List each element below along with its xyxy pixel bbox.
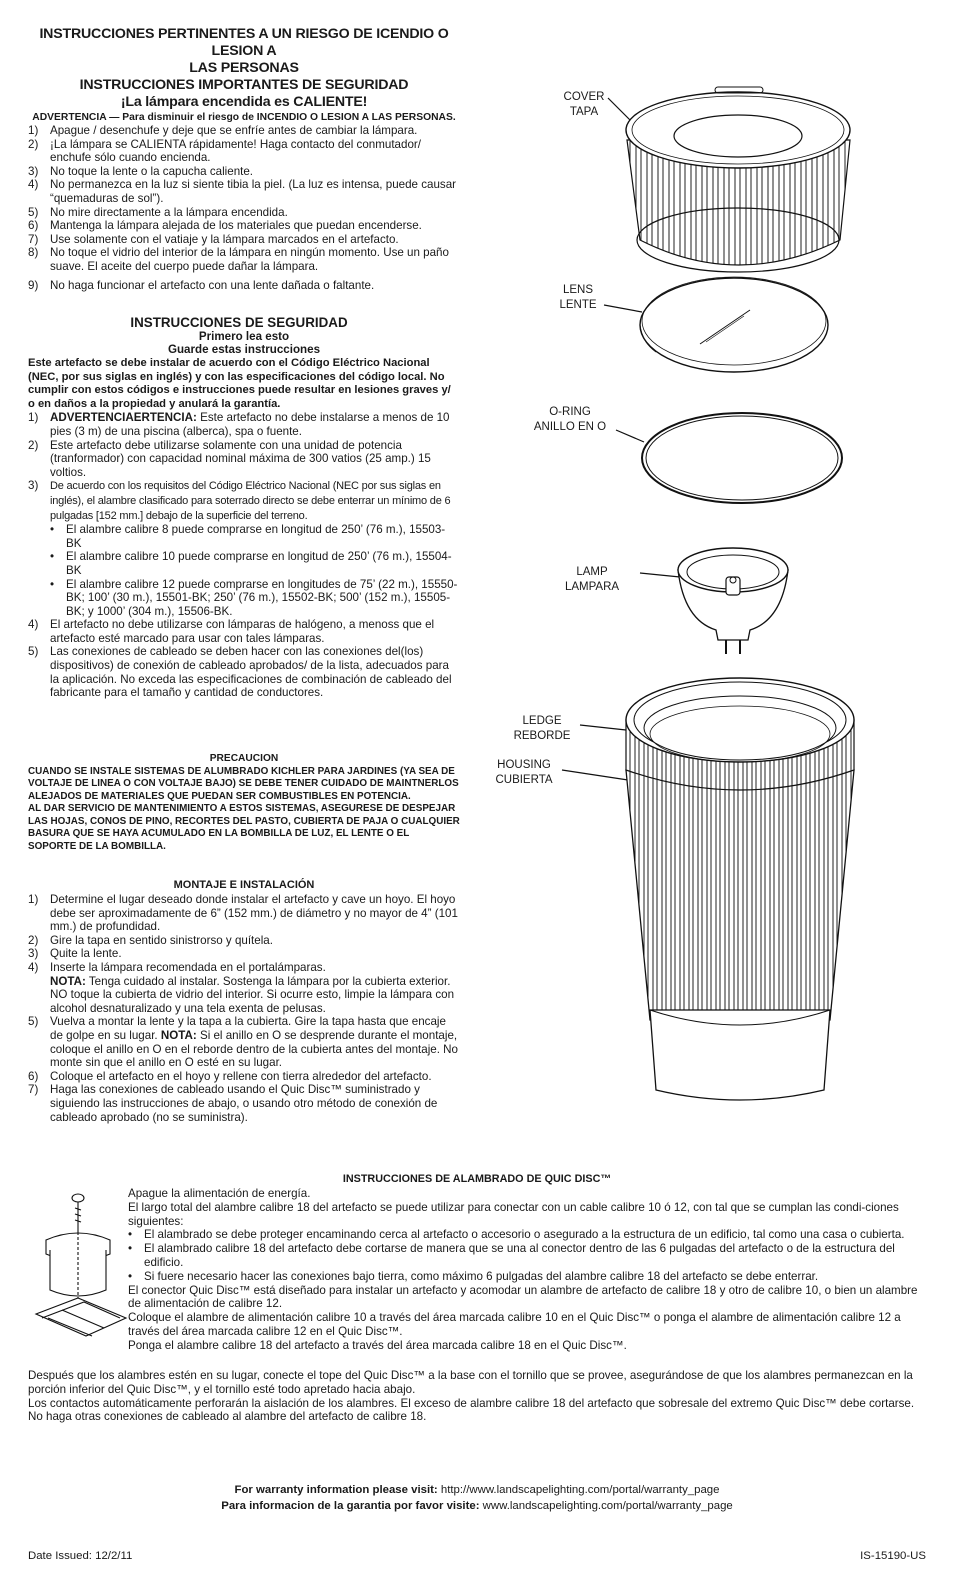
list-item: • Si fuere necesario hacer las conexiones bajo tierra, como máximo 6 pulgadas del alambre calibre 18 del artefacto se debe enterrar. — [128, 1269, 819, 1283]
safety-section — [28, 315, 460, 700]
list-item: 2) Este artefacto debe utilizarse solamente con una unidad de potencia (tranformador) con capacidad nominal máxima de 300 vatios (25 amp.) 15 voltios. — [28, 438, 431, 479]
caution-text-2: AL DAR SERVICIO DE MANTENIMIENTO A ESTOS SISTEMAS, ASEGURESE DE DESPEJAR LAS HOJAS, CONOS DE PINO, RECORTES DEL PASTO, CUBIERTA DE PAJA O CUALQUIER BASURA QUE SE HAYA ACUMULADO EN LA BOMBILLA DE LUZ, EL LENTE O EL SOPORTE DE LA BOMBILLA. — [28, 803, 460, 852]
quic-p1: Apague la alimentación de energía. — [128, 1187, 311, 1200]
list-item: 1) Determine el lugar deseado donde instalar el artefacto y cave un hoyo. El hoyo debe ser aproximadamente de 6” (152 mm.) de diámetro y no mayor de 4” (101 mm.) de profundidad. — [28, 893, 458, 934]
page-title-line1: INSTRUCCIONES PERTINENTES A UN RIESGO DE ICENDIO O LESION A — [39, 26, 449, 59]
list-item: 3) De acuerdo con los requisitos del Código Eléctrico Nacional (NEC por sus siglas en inglés), el alambre clasificado para soterrado directo se debe enterrar un mínimo de 6 pulgadas [152 mm.] debajo de la superficie del terreno. • El alambre calibre 8 puede comprarse en longitud de 250’ (76 m.), 15503-BK • El alambre calibre 10 puede comprarse en longitud de 250’ (76 m.), 15504-BK • El alambre calibre 12 puede comprarse en longitudes de 75’ (22 m.), 15550-BK; 100’ (30 m.), 15501-BK; 250’ (76 m.), 15502-BK; 500’ (152 m.), 15505-BK; y 1000’ (304 m.), 15506-BK. — [28, 479, 460, 618]
quic-p5: Ponga el alambre calibre 18 del artefacto a través del área marcada calibre 18 en el Quic Disc™. — [128, 1338, 627, 1352]
quic-disc-diagram — [28, 1190, 128, 1340]
quic-p3: El conector Quic Disc™ está diseñado para instalar un artefacto y acomodar un alambre de artefacto de calibre 18 y otro de calibre 10, o bien un alambre de alimentación de calibre 12. — [128, 1283, 918, 1311]
list-item: 4) El artefacto no debe utilizarse con lámparas de halógeno, a menoss que el artefacto esté marcado para usar con tales lámparas. — [28, 618, 435, 645]
list-item: 7) Haga las conexiones de cableado usando el Quic Disc™ suministrado y siguiendo las instrucciones de abajo, o usando otro método de conexión de cableado aprobado (no se suministra). — [28, 1083, 438, 1124]
doc-code: IS-15190-US — [860, 1550, 926, 1562]
list-item: 1) Apague / desenchufe y deje que se enfríe antes de cambiar la lámpara. — [28, 124, 418, 137]
list-item: 7) Use solamente con el vatiaje y la lámpara marcados en el artefacto. — [28, 232, 399, 246]
safety-intro: Este artefacto se debe instalar de acuerdo con el Código Eléctrico Nacional (NEC, por sus siglas en inglés) y con las especificaciones del código local. No cumplir con estos códigos e instrucciones puede resultar en lesiones graves y/ o en daños a la propiedad y anulará la garantía. — [28, 357, 451, 410]
safety-list — [28, 411, 460, 699]
warranty-en-link[interactable]: http://www.landscapelighting.com/portal/warranty_page — [437, 1484, 720, 1496]
quic-p4: Coloque el alambre de alimentación calibre 10 a través del área marcada calibre 10 en el Quic Disc™ o ponga el alambre de alimentación calibre 12 a través del área marcada calibre 12 en el Quic Disc™. — [128, 1311, 901, 1338]
list-item: • El alambrado calibre 18 del artefacto debe cortarse de manera que se una al conector dentro de las 6 pulgadas del artefacto o de la estructura del edificio. — [128, 1242, 895, 1269]
quic-p8: No haga otras conexiones de cableado al alambre del artefacto de calibre 18. — [28, 1410, 427, 1424]
lamp-part — [678, 548, 788, 654]
date-issued: Date Issued: 12/2/11 — [28, 1550, 133, 1562]
list-item: 3) Quite la lente. — [28, 947, 122, 961]
exploded-diagram — [480, 80, 940, 1150]
list-item: 2) ¡La lámpara se CALIENTA rápidamente! Haga contacto del conmutador/ enchufe sólo cuando encienda. — [28, 137, 421, 165]
list-item: 9) No haga funcionar el artefacto con una lente dañada o faltante. — [28, 278, 375, 292]
list-item: 5) No mire directamente a la lámpara encendida. — [28, 205, 288, 219]
safety-title: INSTRUCCIONES DE SEGURIDAD — [130, 315, 348, 330]
housing-part — [626, 678, 854, 1100]
warranty-en: For warranty information please visit: http://www.landscapelighting.com/portal/warranty_page — [234, 1484, 720, 1496]
cover-label: COVER TAPA — [563, 91, 605, 118]
quic-p7: Los contactos automáticamente perforarán la aislación de los alambres. El exceso de alambre calibre 18 del artefacto que sobresale del extremo Quic Disc™ debe cortarse. — [28, 1396, 915, 1410]
list-item: 1) ADVERTENCIAERTENCIA: Este artefacto no debe instalarse a menos de 10 pies (3 m) de una piscina (alberca), spa o fuente. — [28, 411, 450, 438]
page-title-line4: ¡La lámpara encendida es CALIENTE! — [120, 94, 368, 110]
ledge-label: LEDGE REBORDE — [513, 715, 571, 742]
page-title-line2: LAS PERSONAS — [189, 60, 299, 76]
list-item: 4) Inserte la lámpara recomendada en el portalámparas. NOTA: Tenga cuidado al instalar. Sostenga la lámpara por la cubierta exterior. NO toque la cubierta de vidrio del interior. Si ocurre esto, limpie la lámpara con alcohol desnaturalizado y una tela exenta de pelusas. — [28, 960, 455, 1015]
list-item: 4) No permanezca en la luz si siente tibia la piel. (La luz es intensa, puede causar “quemaduras de sol”). — [28, 178, 457, 205]
cover-part — [626, 87, 850, 272]
housing-label: HOUSING CUBIERTA — [495, 759, 553, 786]
oring-label: O-RING ANILLO EN O — [533, 406, 607, 433]
list-item: • El alambre calibre 8 puede comprarse en longitud de 250’ (76 m.), 15503-BK — [50, 523, 446, 550]
safety-sub1: Primero lea esto — [198, 330, 290, 343]
warranty-es: Para informacion de la garantia por favor visite: www.landscapelighting.com/portal/warranty_page — [221, 1500, 733, 1512]
montaje-section — [28, 878, 460, 1124]
page-title-line3: INSTRUCCIONES IMPORTANTES DE SEGURIDAD — [79, 77, 409, 93]
quic-p6: Después que los alambres estén en su lugar, conecte el tope del Quic Disc™ a la base con el tornillo que se provee, asegurándose de que los alambres permanezcan en la porción inferior del Quic Disc™, y el tornillo esté todo apretado hacia abajo. — [28, 1369, 913, 1396]
warranty-es-link[interactable]: www.landscapelighting.com/portal/warranty_page — [479, 1500, 733, 1512]
quic-bullets — [128, 1228, 928, 1283]
list-item: 5) Las conexiones de cableado se deben hacer con las conexiones del(los) dispositivos) de conexión de cableado aprobados/ de la lista, adecuados para la aplicación. No exceda las especificaciones de combinación de cableado del fabricante para el tamaño y cantidad de conductores. — [28, 645, 452, 700]
list-item: • El alambre calibre 12 puede comprarse en longitudes de 75’ (22 m.), 15550-BK; 100’ (30 m.), 15501-BK; 250’ (76 m.), 15502-BK; 500’ (152 m.), 15505-BK; y 1000’ (304 m.), 15506-BK. — [50, 577, 458, 618]
quic-title: INSTRUCCIONES DE ALAMBRADO DE QUIC DISC™ — [342, 1173, 612, 1185]
list-item: 5) Vuelva a montar la lente y la tapa a la cubierta. Gire la tapa hasta que encaje de golpe en su lugar. NOTA: Si el anillo en O se desprende durante el montaje, coloque el anillo en O en el reborde dentro de la cubierta antes del montaje. No monte sin que el anillo en O esté en su lugar. — [28, 1015, 458, 1070]
list-item: • El alambre calibre 10 puede comprarse en longitud de 250’ (76 m.), 15504-BK — [50, 550, 452, 577]
quic-p2: El largo total del alambre calibre 18 del artefacto se puede utilizar para conectar con un cable calibre 10 ó 12, con tal que se cumplan las condi-ciones siguientes: — [128, 1200, 899, 1228]
lamp-label: LAMP LAMPARA — [564, 566, 620, 593]
hazard-list — [28, 124, 460, 292]
caution-section — [28, 753, 460, 853]
list-item: 2) Gire la tapa en sentido sinistrorso y quítela. — [28, 933, 273, 947]
montaje-title: MONTAJE E INSTALACIÓN — [173, 879, 315, 891]
caution-text: CUANDO SE INSTALE SISTEMAS DE ALUMBRADO KICHLER PARA JARDINES (YA SEA DE VOLTAJE DE LINEA O CON VOLTAJE BAJO) SE DEBE TENER CUIDADO DE MAINTNERLOS ALEJADOS DE MATERIALES QUE PUEDAN SER COMBUSTIBLES EN POTENCIA. — [28, 765, 459, 802]
list-item: 6) Coloque el artefacto en el hoyo y rellene con tierra alrededor del artefacto. — [28, 1069, 432, 1083]
caution-title: PRECAUCION — [209, 753, 279, 764]
quic-block-1 — [128, 1187, 928, 1353]
lens-label: LENS LENTE — [559, 284, 597, 311]
list-item: 8) No toque el vidrio del interior de la lámpara en ningún momento. Use un paño suave. El aceite del cuerpo puede dañar la lámpara. — [28, 246, 449, 273]
hazard-section — [28, 26, 460, 292]
quic-block-2 — [28, 1369, 928, 1424]
list-item: 3) No toque la lente o la capucha caliente. — [28, 164, 254, 178]
list-item: • El alambrado se debe proteger encaminando cerca al artefacto o accesorio o asegurado a la estructura de un edificio, tal como una casa o cubierta. — [128, 1228, 905, 1242]
warranty-block — [0, 1482, 954, 1514]
lens-part — [640, 277, 828, 372]
warning-line: ADVERTENCIA — Para disminuir el riesgo de INCENDIO O LESION A LAS PERSONAS. — [32, 112, 456, 123]
safety-sub2: Guarde estas instrucciones — [167, 343, 321, 356]
list-item: 6) Mantenga la lámpara alejada de los materiales que puedan encenderse. — [28, 219, 422, 233]
montaje-list — [28, 893, 460, 1124]
oring-part — [642, 413, 842, 503]
